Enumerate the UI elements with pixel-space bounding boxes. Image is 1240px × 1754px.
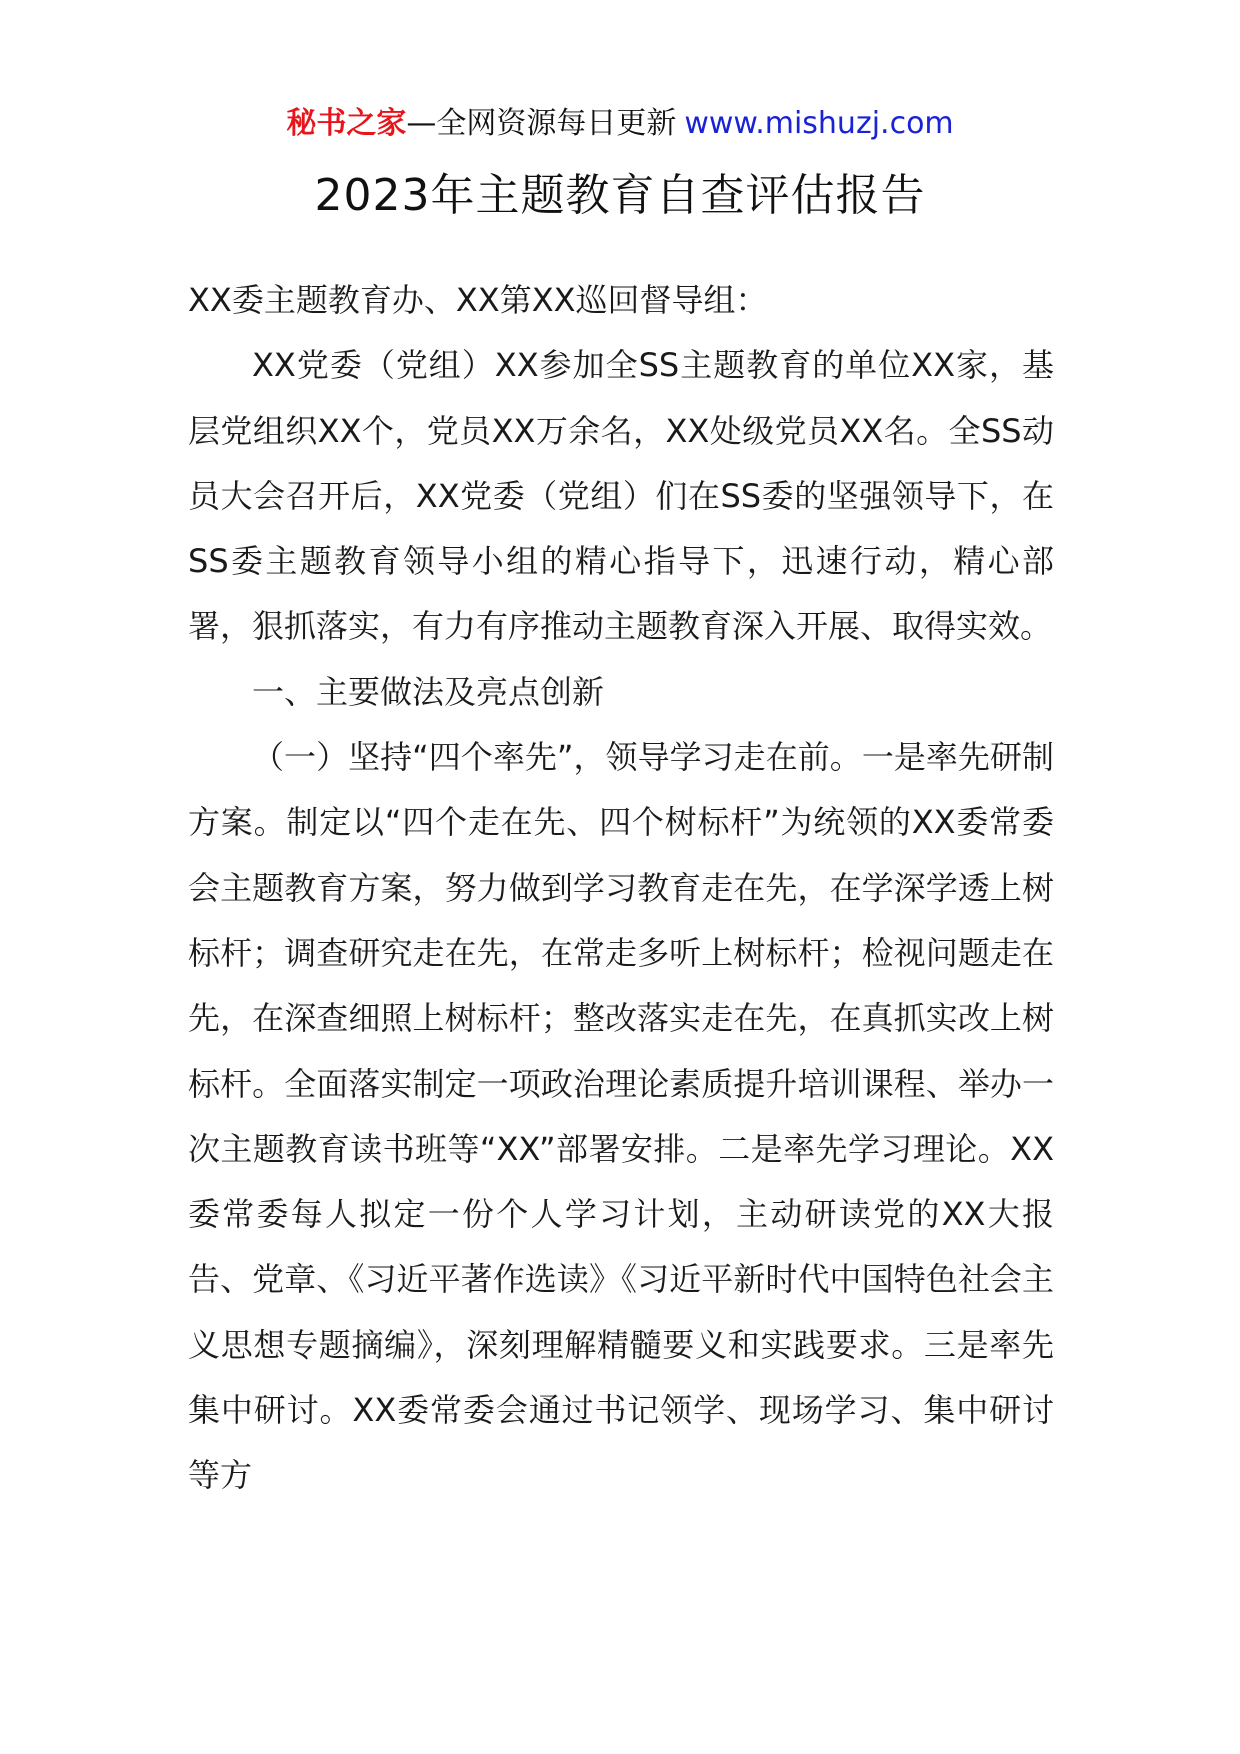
- section-heading: 一、主要做法及亮点创新: [252, 672, 605, 711]
- site-url-link[interactable]: www.mishuzj.com: [684, 106, 954, 141]
- brand-name: 秘书之家: [286, 106, 407, 141]
- site-header-banner: [0, 104, 1240, 144]
- salutation: XX委主题教育办、XX第XX巡回督导组：: [188, 281, 768, 319]
- document-body: [188, 268, 1054, 1509]
- header-tagline: —全网资源每日更新: [406, 106, 677, 141]
- intro-paragraph: XX党委（党组）XX参加全SS主题教育的单位XX家，基层党组织XX个，党员XX万余名，XX处级党员XX名。全SS动员大会召开后，XX党委（党组）们在SS委的坚强领导下，在SS委主题教育领导小组的精心指导下，迅速行动，精心部署，狠抓落实，有力有序推动主题教育深入开展、取得实效。: [188, 346, 1054, 646]
- body-paragraph: （一）坚持“四个率先”，领导学习走在前。一是率先研制方案。制定以“四个走在先、四个树标杆”为统领的XX委常委会主题教育方案，努力做到学习教育走在先，在学深学透上树标杆；调查研究走在先，在常走多听上树标杆；检视问题走在先，在深查细照上树标杆；整改落实走在先，在真抓实改上树标杆。全面落实制定一项政治理论素质提升培训课程、举办一次主题教育读书班等“XX”部署安排。二是率先学习理论。XX委常委每人拟定一份个人学习计划，主动研读党的XX大报告、党章、《习近平著作选读》《习近平新时代中国特色社会主义思想专题摘编》，深刻理解精髓要义和实践要求。三是率先集中研讨。XX委常委会通过书记领学、现场学习、集中研讨等方: [188, 738, 1054, 1495]
- document-title: 2023年主题教育自查评估报告: [314, 170, 926, 221]
